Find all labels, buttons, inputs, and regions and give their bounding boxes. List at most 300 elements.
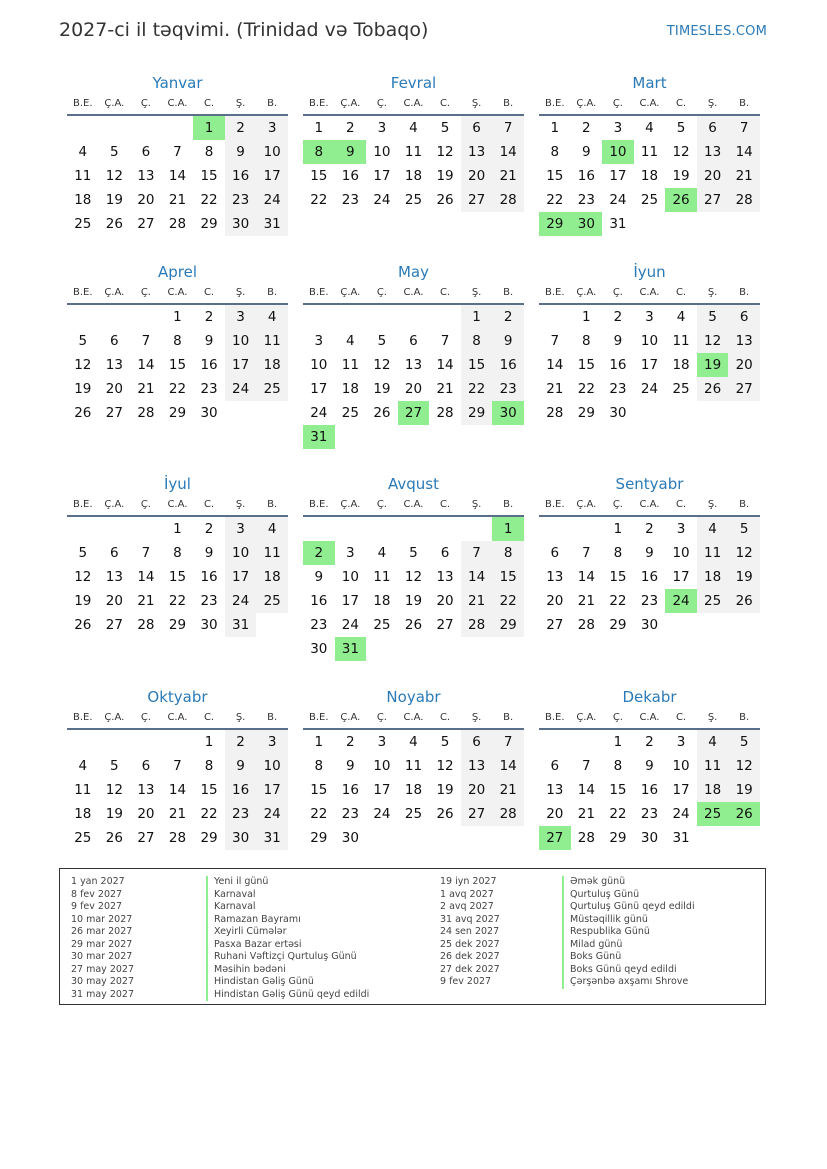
day-cell: 16 <box>640 569 659 585</box>
empty-cell <box>67 730 99 754</box>
day-cell: 26 <box>373 405 391 421</box>
legend-holiday-name: Əmək günü <box>562 876 695 889</box>
day-cell: 23 <box>577 192 595 208</box>
weekday-header <box>303 495 524 517</box>
weekday-label: Ç.A. <box>576 287 597 298</box>
day-cell: 23 <box>640 593 659 609</box>
day-cell: 8 <box>204 758 214 774</box>
legend-date: 1 avq 2027 <box>440 888 494 900</box>
day-cell: 8 <box>613 758 623 774</box>
weekday-label: Ç. <box>140 287 151 298</box>
day-cell: 7 <box>440 333 450 349</box>
empty-cell <box>130 116 162 140</box>
day-cell: 5 <box>78 333 88 349</box>
weekday-header <box>67 708 288 730</box>
weekday-label: Ç.A. <box>576 712 597 723</box>
day-cell: 5 <box>377 333 387 349</box>
day-cell: 12 <box>697 329 729 353</box>
day-cell: 29 <box>200 830 218 846</box>
month-11 <box>303 686 524 850</box>
day-cell: 28 <box>728 188 760 212</box>
empty-cell <box>429 517 461 541</box>
day-cell: 14 <box>492 140 524 164</box>
weekday-label: C.A. <box>167 499 188 510</box>
day-cell: 2 <box>613 309 623 325</box>
weekday-label: Ç. <box>140 712 151 723</box>
weekday-label: B. <box>267 98 278 109</box>
day-cell: 7 <box>492 116 524 140</box>
weekday-label: C.A. <box>167 712 188 723</box>
day-cell: 31 <box>609 216 627 232</box>
day-cell: 19 <box>373 381 391 397</box>
day-cell: 27 <box>728 377 760 401</box>
day-cell: 12 <box>728 754 760 778</box>
day-cell: 4 <box>78 758 88 774</box>
day-cell: 16 <box>310 593 328 609</box>
empty-cell <box>335 305 367 329</box>
weekday-label: C.A. <box>403 499 424 510</box>
day-cell: 26 <box>74 405 92 421</box>
day-cell: 18 <box>404 168 423 184</box>
day-cell: 21 <box>168 192 187 208</box>
legend-holiday-name: Respublika Günü <box>562 926 695 939</box>
day-cell: 23 <box>310 617 328 633</box>
day-cell: 7 <box>492 730 524 754</box>
day-cell: 8 <box>204 144 214 160</box>
day-cell: 2 <box>204 309 214 325</box>
month-3 <box>539 72 760 236</box>
day-cell: 4 <box>697 517 729 541</box>
empty-cell <box>130 517 162 541</box>
month-10 <box>67 686 288 850</box>
weekday-label: Ş. <box>235 499 246 510</box>
day-cell: 3 <box>377 120 387 136</box>
weekday-label: Ç.A. <box>104 98 125 109</box>
day-cell: 1 <box>550 120 560 136</box>
day-cell: 30 <box>640 617 659 633</box>
weekday-label: Ş. <box>471 712 482 723</box>
weekday-label: Ç.A. <box>104 499 125 510</box>
day-cell: 15 <box>200 168 218 184</box>
weekday-label: C. <box>439 712 451 723</box>
day-cell: 25 <box>74 830 92 846</box>
day-cell: 13 <box>728 329 760 353</box>
day-cell: 10 <box>256 140 288 164</box>
day-grid <box>303 730 524 850</box>
legend-right-dates <box>440 876 500 989</box>
empty-cell <box>571 730 603 754</box>
day-cell: 12 <box>436 144 454 160</box>
weekday-label: Ç.A. <box>340 712 361 723</box>
empty-cell <box>130 305 162 329</box>
day-cell: 21 <box>436 381 454 397</box>
day-cell: 5 <box>409 545 418 561</box>
day-cell: 15 <box>310 782 328 798</box>
weekday-label: B. <box>503 287 514 298</box>
day-cell: 18 <box>74 806 92 822</box>
day-cell: 29 <box>492 613 524 637</box>
day-cell: 25 <box>697 589 729 613</box>
day-cell: 2 <box>204 521 214 537</box>
day-cell: 28 <box>137 405 155 421</box>
day-cell: 10 <box>310 357 328 373</box>
weekday-header <box>539 94 760 116</box>
day-cell: 22 <box>609 593 627 609</box>
day-cell: 31 <box>672 830 690 846</box>
weekday-label: B. <box>503 712 514 723</box>
day-cell: 28 <box>492 188 524 212</box>
day-cell: 2 <box>346 120 355 136</box>
day-cell: 3 <box>256 730 288 754</box>
day-cell: 29 <box>609 830 627 846</box>
month-name: Oktyabr <box>147 688 208 706</box>
day-grid <box>539 116 760 236</box>
weekday-label: Ç. <box>612 712 623 723</box>
day-cell: 10 <box>373 144 391 160</box>
day-cell: 7 <box>461 541 493 565</box>
day-cell: 16 <box>640 782 659 798</box>
month-6 <box>539 261 760 425</box>
day-cell: 16 <box>492 353 524 377</box>
day-cell: 18 <box>341 381 359 397</box>
day-cell: 1 <box>314 734 324 750</box>
day-cell: 5 <box>728 517 760 541</box>
day-cell: 30 <box>225 826 257 850</box>
weekday-header <box>67 283 288 305</box>
day-cell: 1 <box>582 309 591 325</box>
weekday-label: B.E. <box>309 287 329 298</box>
day-cell: 13 <box>137 168 155 184</box>
day-cell: 24 <box>225 377 257 401</box>
day-grid <box>303 517 524 661</box>
weekday-label: Ş. <box>471 287 482 298</box>
day-cell: 15 <box>461 353 493 377</box>
empty-cell <box>366 305 398 329</box>
day-cell: 27 <box>105 405 123 421</box>
legend-date: 19 iyn 2027 <box>440 876 497 887</box>
day-cell: 8 <box>173 545 182 561</box>
month-name: Sentyabr <box>615 475 684 493</box>
legend-holiday-name: Xeyirli Cümələr <box>206 926 369 939</box>
day-grid <box>67 517 288 637</box>
day-cell: 22 <box>310 806 328 822</box>
day-cell: 4 <box>676 309 686 325</box>
day-cell: 16 <box>225 164 257 188</box>
weekday-label: C. <box>439 499 451 510</box>
day-cell: 8 <box>173 333 182 349</box>
weekday-label: C. <box>439 98 451 109</box>
day-cell: 9 <box>204 545 214 561</box>
day-cell: 27 <box>697 188 729 212</box>
weekday-label: B. <box>739 287 750 298</box>
day-cell: 14 <box>492 754 524 778</box>
holiday-day-cell: 26 <box>665 188 697 212</box>
day-cell: 29 <box>200 216 218 232</box>
day-cell: 4 <box>256 305 288 329</box>
month-name: Noyabr <box>386 688 441 706</box>
month-5 <box>303 261 524 449</box>
legend-holiday-name: Ramazan Bayramı <box>206 914 369 927</box>
day-cell: 17 <box>225 565 257 589</box>
day-cell: 7 <box>173 144 182 160</box>
weekday-label: Ş. <box>235 287 246 298</box>
day-cell: 18 <box>697 778 729 802</box>
day-cell: 24 <box>341 617 359 633</box>
empty-cell <box>162 730 194 754</box>
day-cell: 20 <box>546 593 564 609</box>
day-cell: 28 <box>577 830 595 846</box>
empty-cell <box>162 116 194 140</box>
day-cell: 2 <box>645 521 654 537</box>
day-cell: 20 <box>546 806 564 822</box>
legend-date: 25 dek 2027 <box>440 938 500 950</box>
weekday-label: B.E. <box>309 499 329 510</box>
day-cell: 6 <box>141 144 151 160</box>
day-cell: 25 <box>256 589 288 613</box>
day-cell: 11 <box>373 569 391 585</box>
day-cell: 30 <box>200 617 218 633</box>
day-cell: 27 <box>461 802 493 826</box>
empty-cell <box>99 517 131 541</box>
day-cell: 11 <box>256 329 288 353</box>
holiday-day-cell: 25 <box>697 802 729 826</box>
day-cell: 29 <box>609 617 627 633</box>
day-cell: 30 <box>609 405 627 421</box>
weekday-label: C.A. <box>403 98 424 109</box>
day-cell: 24 <box>373 806 391 822</box>
empty-cell <box>67 517 99 541</box>
day-cell: 16 <box>577 168 595 184</box>
weekday-label: Ş. <box>235 712 246 723</box>
day-cell: 30 <box>225 212 257 236</box>
day-cell: 29 <box>168 617 187 633</box>
weekday-label: Ş. <box>707 499 718 510</box>
holiday-legend <box>59 868 766 1005</box>
weekday-label: Ç. <box>376 98 387 109</box>
month-8 <box>303 473 524 661</box>
weekday-label: Ç. <box>376 712 387 723</box>
day-cell: 30 <box>341 830 359 846</box>
holiday-day-cell: 31 <box>303 425 335 449</box>
day-cell: 9 <box>204 333 214 349</box>
day-cell: 22 <box>168 381 187 397</box>
day-cell: 10 <box>225 329 257 353</box>
day-cell: 14 <box>137 357 155 373</box>
day-cell: 3 <box>645 309 654 325</box>
day-cell: 2 <box>346 734 355 750</box>
legend-date: 30 mar 2027 <box>71 951 133 962</box>
day-cell: 18 <box>672 357 690 373</box>
day-cell: 2 <box>492 305 524 329</box>
day-cell: 3 <box>225 305 257 329</box>
day-cell: 24 <box>609 192 627 208</box>
day-cell: 3 <box>256 116 288 140</box>
day-cell: 11 <box>404 758 423 774</box>
month-4 <box>67 261 288 425</box>
holiday-day-cell: 31 <box>335 637 367 661</box>
day-cell: 20 <box>404 381 423 397</box>
day-cell: 2 <box>225 116 257 140</box>
day-cell: 16 <box>200 357 218 373</box>
day-cell: 23 <box>200 381 218 397</box>
day-cell: 13 <box>105 569 123 585</box>
day-cell: 2 <box>582 120 591 136</box>
day-cell: 7 <box>173 758 182 774</box>
day-cell: 24 <box>640 381 659 397</box>
empty-cell <box>539 730 571 754</box>
day-cell: 11 <box>697 541 729 565</box>
month-name: Aprel <box>157 263 198 281</box>
day-cell: 6 <box>440 545 450 561</box>
day-cell: 22 <box>577 381 595 397</box>
day-cell: 24 <box>225 589 257 613</box>
day-cell: 7 <box>728 116 760 140</box>
day-cell: 17 <box>373 782 391 798</box>
site-logo-link[interactable]: TIMESLES.COM <box>666 24 767 39</box>
day-cell: 21 <box>461 589 493 613</box>
weekday-label: B. <box>739 98 750 109</box>
day-cell: 23 <box>225 188 257 212</box>
day-cell: 15 <box>200 782 218 798</box>
day-cell: 1 <box>613 521 623 537</box>
month-name: Avqust <box>388 475 439 493</box>
day-cell: 23 <box>640 806 659 822</box>
day-cell: 25 <box>404 806 423 822</box>
day-cell: 25 <box>672 381 690 397</box>
day-cell: 22 <box>310 192 328 208</box>
day-cell: 29 <box>310 830 328 846</box>
day-cell: 3 <box>613 120 623 136</box>
weekday-label: Ç. <box>140 499 151 510</box>
day-cell: 12 <box>728 541 760 565</box>
day-cell: 17 <box>672 569 690 585</box>
day-cell: 21 <box>577 806 595 822</box>
day-cell: 18 <box>256 353 288 377</box>
weekday-header <box>67 94 288 116</box>
legend-date: 2 avq 2027 <box>440 901 494 912</box>
legend-left-dates <box>71 876 134 1001</box>
day-grid <box>539 305 760 425</box>
day-cell: 28 <box>137 617 155 633</box>
day-cell: 26 <box>436 192 454 208</box>
day-cell: 9 <box>225 754 257 778</box>
empty-cell <box>335 517 367 541</box>
weekday-label: Ç.A. <box>576 98 597 109</box>
day-cell: 13 <box>105 357 123 373</box>
day-cell: 22 <box>609 806 627 822</box>
day-cell: 8 <box>582 333 591 349</box>
day-cell: 9 <box>645 758 654 774</box>
weekday-label: C.A. <box>639 712 660 723</box>
day-cell: 23 <box>225 802 257 826</box>
day-cell: 19 <box>105 192 123 208</box>
day-cell: 24 <box>256 802 288 826</box>
day-cell: 4 <box>409 734 418 750</box>
day-cell: 17 <box>256 778 288 802</box>
legend-date: 31 avq 2027 <box>440 913 500 925</box>
day-cell: 1 <box>173 521 182 537</box>
month-name: May <box>397 263 429 281</box>
day-cell: 11 <box>74 782 92 798</box>
legend-date: 9 fev 2027 <box>440 976 492 987</box>
day-cell: 26 <box>697 377 729 401</box>
day-cell: 1 <box>204 734 214 750</box>
holiday-day-cell: 24 <box>665 589 697 613</box>
weekday-label: C. <box>675 287 687 298</box>
weekday-label: B. <box>267 712 278 723</box>
day-cell: 14 <box>168 782 187 798</box>
day-cell: 28 <box>546 405 564 421</box>
legend-holiday-name: Müstəqillik günü <box>562 914 695 927</box>
holiday-day-cell: 2 <box>303 541 335 565</box>
weekday-header <box>303 283 524 305</box>
weekday-label: Ç. <box>140 98 151 109</box>
day-cell: 1 <box>173 309 182 325</box>
day-cell: 10 <box>341 569 359 585</box>
day-cell: 20 <box>105 593 123 609</box>
day-cell: 22 <box>200 806 218 822</box>
day-cell: 15 <box>609 782 627 798</box>
weekday-header <box>303 708 524 730</box>
day-grid <box>539 517 760 637</box>
day-cell: 5 <box>110 144 119 160</box>
legend-date: 10 mar 2027 <box>71 913 133 925</box>
legend-date: 29 mar 2027 <box>71 938 133 950</box>
day-cell: 1 <box>613 734 623 750</box>
day-cell: 25 <box>640 192 659 208</box>
weekday-label: Ç.A. <box>576 499 597 510</box>
day-cell: 26 <box>105 216 123 232</box>
day-grid <box>303 305 524 449</box>
weekday-label: C.A. <box>167 98 188 109</box>
weekday-label: Ç. <box>612 287 623 298</box>
month-2 <box>303 72 524 212</box>
day-cell: 11 <box>672 333 690 349</box>
day-cell: 21 <box>492 778 524 802</box>
weekday-label: C.A. <box>639 287 660 298</box>
day-cell: 30 <box>310 641 328 657</box>
day-cell: 21 <box>492 164 524 188</box>
holiday-day-cell: 1 <box>193 116 225 140</box>
legend-left-names <box>206 876 369 1001</box>
day-cell: 8 <box>613 545 623 561</box>
day-grid <box>67 305 288 425</box>
day-cell: 16 <box>225 778 257 802</box>
day-cell: 10 <box>640 333 659 349</box>
day-cell: 3 <box>346 545 355 561</box>
day-cell: 28 <box>168 216 187 232</box>
weekday-label: Ş. <box>471 98 482 109</box>
legend-date: 1 yan 2027 <box>71 876 125 887</box>
day-cell: 14 <box>436 357 454 373</box>
day-cell: 18 <box>74 192 92 208</box>
day-cell: 6 <box>461 730 493 754</box>
day-cell: 19 <box>74 593 92 609</box>
weekday-label: Ç.A. <box>340 287 361 298</box>
day-cell: 14 <box>577 782 595 798</box>
day-cell: 28 <box>436 405 454 421</box>
day-cell: 22 <box>200 192 218 208</box>
legend-date: 9 fev 2027 <box>71 901 123 912</box>
day-cell: 9 <box>346 758 355 774</box>
day-cell: 5 <box>78 545 88 561</box>
day-cell: 6 <box>550 545 560 561</box>
empty-cell <box>303 517 335 541</box>
day-cell: 8 <box>550 144 560 160</box>
day-cell: 14 <box>546 357 564 373</box>
day-cell: 9 <box>225 140 257 164</box>
day-cell: 2 <box>225 730 257 754</box>
